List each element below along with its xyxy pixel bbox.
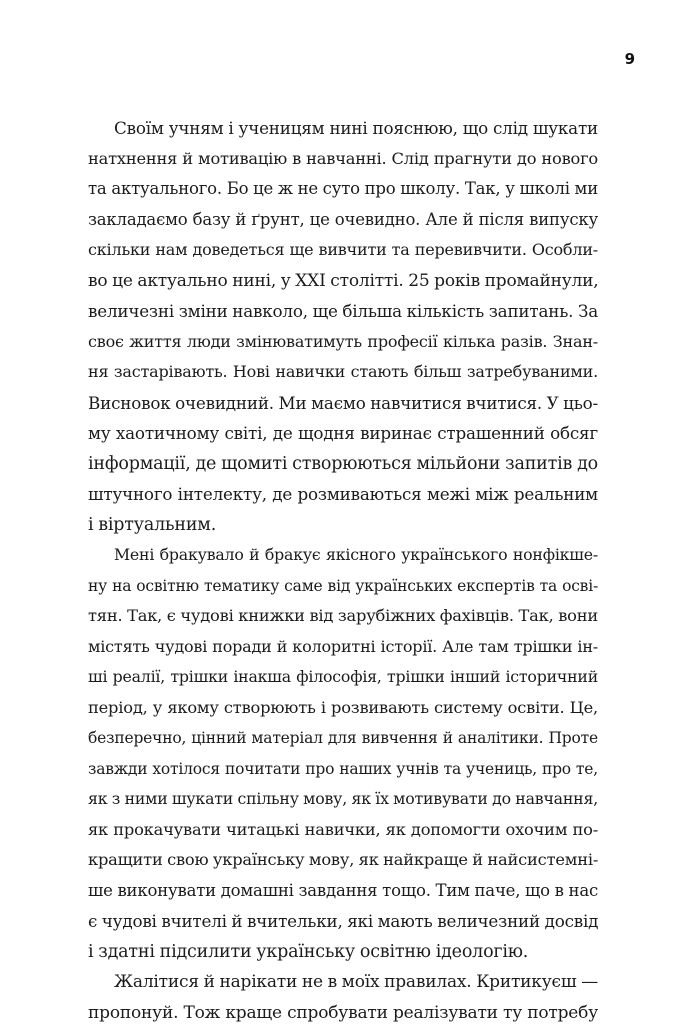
text-body [88, 113, 598, 1028]
text-line: Жалітися й нарікати не в моїх правилах. Критикуєш — [88, 967, 598, 998]
text-line: своє життя люди змінюватимуть професії кілька разів. Знан- [88, 327, 598, 358]
text-line: як з ними шукати спільну мову, як їх мотивувати до навчання, [88, 784, 598, 815]
text-line: завжди хотілося почитати про наших учнів та учениць, про те, [88, 754, 598, 785]
text-line: і здатні підсилити українську освітню ідеологію. [88, 937, 598, 968]
text-line: ше виконувати домашні завдання тощо. Тим паче, що в нас [88, 876, 598, 907]
text-line: пропонуй. Тож краще спробувати реалізувати ту потребу [88, 998, 598, 1028]
text-line: скільки нам доведеться ще вивчити та перевивчити. Особли- [88, 235, 598, 266]
text-line: і віртуальним. [88, 510, 598, 541]
text-line: Своїм учням і ученицям нині пояснюю, що слід шукати [88, 113, 598, 144]
text-line: безперечно, цінний матеріал для вивчення й аналітики. Проте [88, 723, 598, 754]
paragraph-2 [88, 540, 598, 967]
text-line: як прокачувати читацькі навички, як допомогти охочим по- [88, 815, 598, 846]
paragraph-1 [88, 113, 598, 540]
paragraph-3 [88, 967, 598, 1028]
text-line: тян. Так, є чудові книжки від зарубіжних фахівців. Так, вони [88, 601, 598, 632]
text-line: натхнення й мотивацію в навчанні. Слід прагнути до нового [88, 144, 598, 175]
text-line: ня застарівають. Нові навички стають більш затребуваними. [88, 357, 598, 388]
text-line: та актуального. Бо це ж не суто про школу. Так, у школі ми [88, 174, 598, 205]
text-line: інформації, де щомиті створюються мільйони запитів до [88, 449, 598, 480]
text-line: ші реалії, трішки інакша філософія, трішки інший історичний [88, 662, 598, 693]
text-line: Мені бракувало й бракує якісного українського нонфікше- [88, 540, 598, 571]
text-line: во це актуально нині, у XXI столітті. 25 років промайнули, [88, 266, 598, 297]
text-line: Висновок очевидний. Ми маємо навчитися вчитися. У цьо- [88, 388, 598, 419]
text-line: штучного інтелекту, де розмиваються межі між реальним [88, 479, 598, 510]
text-line: містять чудові поради й колоритні історії. Але там трішки ін- [88, 632, 598, 663]
text-line: кращити свою українську мову, як найкраще й найсистемні- [88, 845, 598, 876]
text-line: ну на освітню тематику саме від українських експертів та осві- [88, 571, 598, 602]
text-line: закладаємо базу й ґрунт, це очевидно. Але й після випуску [88, 205, 598, 236]
page-number: 9 [625, 50, 635, 68]
text-line: період, у якому створюють і розвивають систему освіти. Це, [88, 693, 598, 724]
text-line: є чудові вчителі й вчительки, які мають величезний досвід [88, 906, 598, 937]
text-line: му хаотичному світі, де щодня виринає страшенний обсяг [88, 418, 598, 449]
text-line: величезні зміни навколо, ще більша кількість запитань. За [88, 296, 598, 327]
